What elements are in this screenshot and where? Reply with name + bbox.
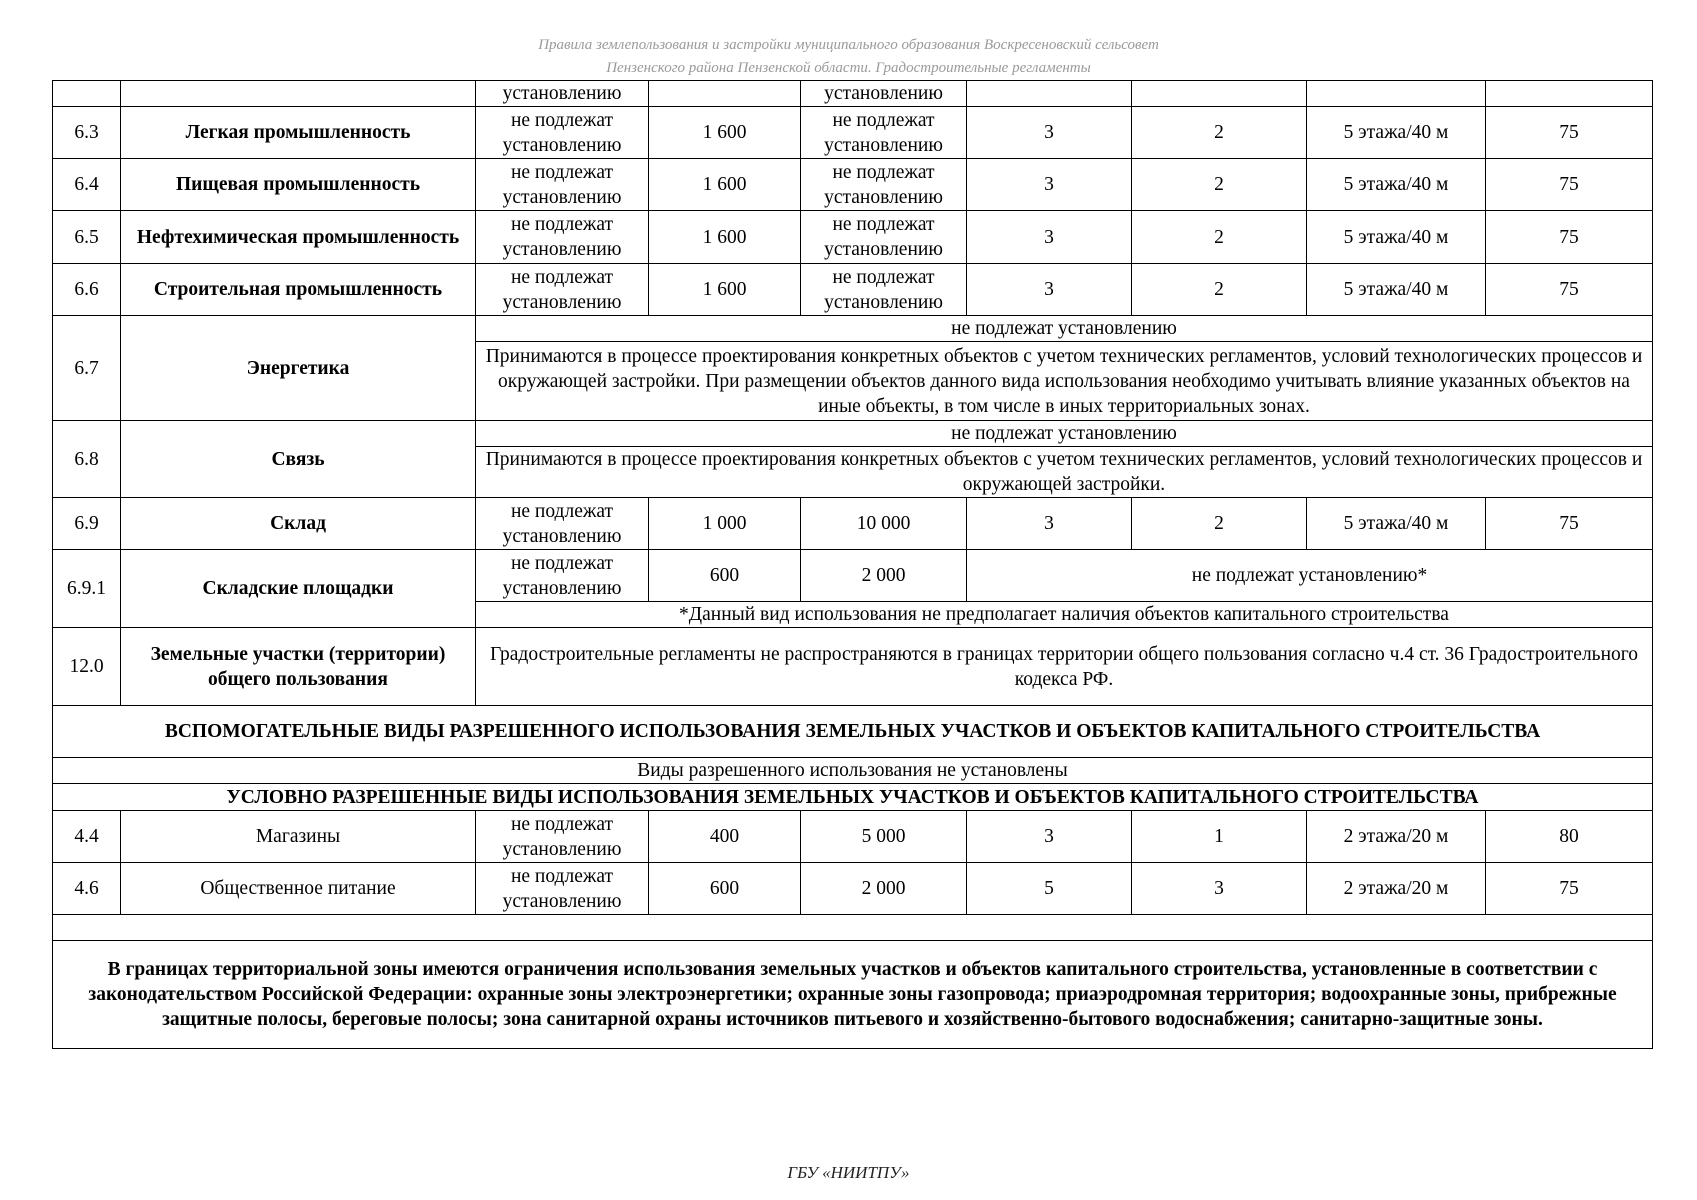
row-setback-2: 2 [1132,264,1307,316]
row-height: 5 этажа/40 м [1307,107,1486,159]
cell-max-area: установлению [801,81,967,107]
row-height: 5 этажа/40 м [1307,211,1486,264]
row-min-size: не подлежат установлению [476,811,649,863]
row-code: 6.3 [53,107,121,159]
row-setback: 3 [967,211,1132,264]
page-footer: ГБУ «НИИТПУ» [787,1163,910,1182]
row-setback-2: 2 [1132,498,1307,550]
row-setback: 3 [967,159,1132,211]
table-row [53,863,1653,915]
row-max-area: 2 000 [801,863,967,915]
row-min-area: 1 600 [649,211,801,264]
row-min-area: 600 [649,550,801,602]
row-coverage: 75 [1486,264,1653,316]
row-max-area: не подлежат установлению [801,211,967,264]
row-max-area: 5 000 [801,811,967,863]
row-coverage: 75 [1486,863,1653,915]
row-name: Связь [121,421,476,498]
row-name: Легкая промышленность [121,107,476,159]
row-min-size: не подлежат установлению [476,159,649,211]
row-max-area: не подлежат установлению [801,159,967,211]
restrictions-row [53,941,1653,1049]
header-line-1: Правила землепользования и застройки муниципального образования Воскресеновский сельсовет [538,37,1159,53]
row-min-size: не подлежат установлению [476,211,649,264]
row-min-area: 1 600 [649,159,801,211]
row-height: 5 этажа/40 м [1307,264,1486,316]
row-status: не подлежат установлению [476,421,1653,447]
section-header-conditional [53,784,1653,811]
section-title: УСЛОВНО РАЗРЕШЕННЫЕ ВИДЫ ИСПОЛЬЗОВАНИЯ ЗЕМЕЛЬНЫХ УЧАСТКОВ И ОБЪЕКТОВ КАПИТАЛЬНОГО СТРОИТЕЛЬСТВА [53,784,1653,811]
row-max-area: 2 000 [801,550,967,602]
row-height: 2 этажа/20 м [1307,863,1486,915]
section-title: ВСПОМОГАТЕЛЬНЫЕ ВИДЫ РАЗРЕШЕННОГО ИСПОЛЬЗОВАНИЯ ЗЕМЕЛЬНЫХ УЧАСТКОВ И ОБЪЕКТОВ КАПИТАЛЬНОГО СТРОИТЕЛЬСТВА [53,706,1653,758]
row-footnote: *Данный вид использования не предполагает наличия объектов капитального строительства [476,602,1653,628]
row-name: Складские площадки [121,550,476,628]
row-setback-2: 2 [1132,211,1307,264]
row-min-size: не подлежат установлению [476,264,649,316]
row-name: Земельные участки (территории) общего пользования [121,628,476,706]
table-row-energy [53,316,1653,342]
section-status-row [53,758,1653,784]
row-setback-2: 2 [1132,107,1307,159]
table-row [53,211,1653,264]
row-note: Принимаются в процессе проектирования конкретных объектов с учетом технических регламентов, условий технологических процессов и окружающей застройки. [476,447,1653,498]
row-coverage: 75 [1486,159,1653,211]
row-height: 5 этажа/40 м [1307,498,1486,550]
row-code: 6.7 [53,316,121,421]
row-code: 6.5 [53,211,121,264]
regulations-table [52,80,1653,1049]
row-min-size: не подлежат установлению [476,550,649,602]
row-setback-2: 2 [1132,159,1307,211]
row-min-area: 1 600 [649,107,801,159]
section-header-auxiliary [53,706,1653,758]
table-row-public-land [53,628,1653,706]
row-code: 6.9 [53,498,121,550]
row-code: 6.8 [53,421,121,498]
row-name: Пищевая промышленность [121,159,476,211]
row-name: Склад [121,498,476,550]
table-row [53,811,1653,863]
row-height: 5 этажа/40 м [1307,159,1486,211]
row-setback: 3 [967,498,1132,550]
table-row [53,107,1653,159]
row-name: Строительная промышленность [121,264,476,316]
row-code: 4.6 [53,863,121,915]
row-name: Магазины [121,811,476,863]
row-min-area: 1 600 [649,264,801,316]
row-setback: 5 [967,863,1132,915]
row-min-size: не подлежат установлению [476,863,649,915]
row-coverage: 75 [1486,498,1653,550]
table-row-warehouse [53,498,1653,550]
row-coverage: 75 [1486,107,1653,159]
row-min-size: не подлежат установлению [476,498,649,550]
row-setback: 3 [967,264,1132,316]
row-max-area: не подлежат установлению [801,107,967,159]
row-coverage: 75 [1486,211,1653,264]
row-code: 6.9.1 [53,550,121,628]
row-min-area: 600 [649,863,801,915]
row-code: 12.0 [53,628,121,706]
row-code: 6.6 [53,264,121,316]
row-min-size: не подлежат установлению [476,107,649,159]
page-header [0,34,1697,80]
row-rest: не подлежат установлению* [967,550,1653,602]
row-max-area: не подлежат установлению [801,264,967,316]
row-coverage: 80 [1486,811,1653,863]
row-note: Градостроительные регламенты не распространяются в границах территории общего пользования согласно ч.4 ст. 36 Градостроительного кодекса РФ. [476,628,1653,706]
table-row [53,159,1653,211]
row-code: 4.4 [53,811,121,863]
spacer-row [53,915,1653,941]
row-note: Принимаются в процессе проектирования конкретных объектов с учетом технических регламентов, условий технологических процессов и окружающей застройки. При размещении объектов данного вида использования необходимо учитывать влияние указанных объектов на иные объекты, в том числе в иных территориальных зонах. [476,342,1653,421]
table-row-continued [53,81,1653,107]
row-code: 6.4 [53,159,121,211]
header-line-2: Пензенского района Пензенской области. Градостроительные регламенты [606,60,1091,76]
row-setback-2: 3 [1132,863,1307,915]
row-min-area: 1 000 [649,498,801,550]
row-name: Энергетика [121,316,476,421]
row-status: не подлежат установлению [476,316,1653,342]
row-name: Нефтехимическая промышленность [121,211,476,264]
row-setback: 3 [967,811,1132,863]
section-status: Виды разрешенного использования не установлены [53,758,1653,784]
table-row [53,264,1653,316]
row-setback-2: 1 [1132,811,1307,863]
cell-min-size: установлению [476,81,649,107]
restrictions-text: В границах территориальной зоны имеются ограничения использования земельных участков и объектов капитального строительства, установленные в соответствии с законодательством Российской Федерации: охранные зоны электроэнергетики; охранные зоны газопровода; приаэродромная территория; водоохранные зоны, прибрежные защитные полосы, береговые полосы; зона санитарной охраны источников питьевого и хозяйственно-бытового водоснабжения; санитарно-защитные зоны. [53,941,1653,1049]
row-setback: 3 [967,107,1132,159]
row-name: Общественное питание [121,863,476,915]
row-max-area: 10 000 [801,498,967,550]
row-height: 2 этажа/20 м [1307,811,1486,863]
table-row-storage-sites [53,550,1653,602]
table-row-communication [53,421,1653,447]
row-min-area: 400 [649,811,801,863]
